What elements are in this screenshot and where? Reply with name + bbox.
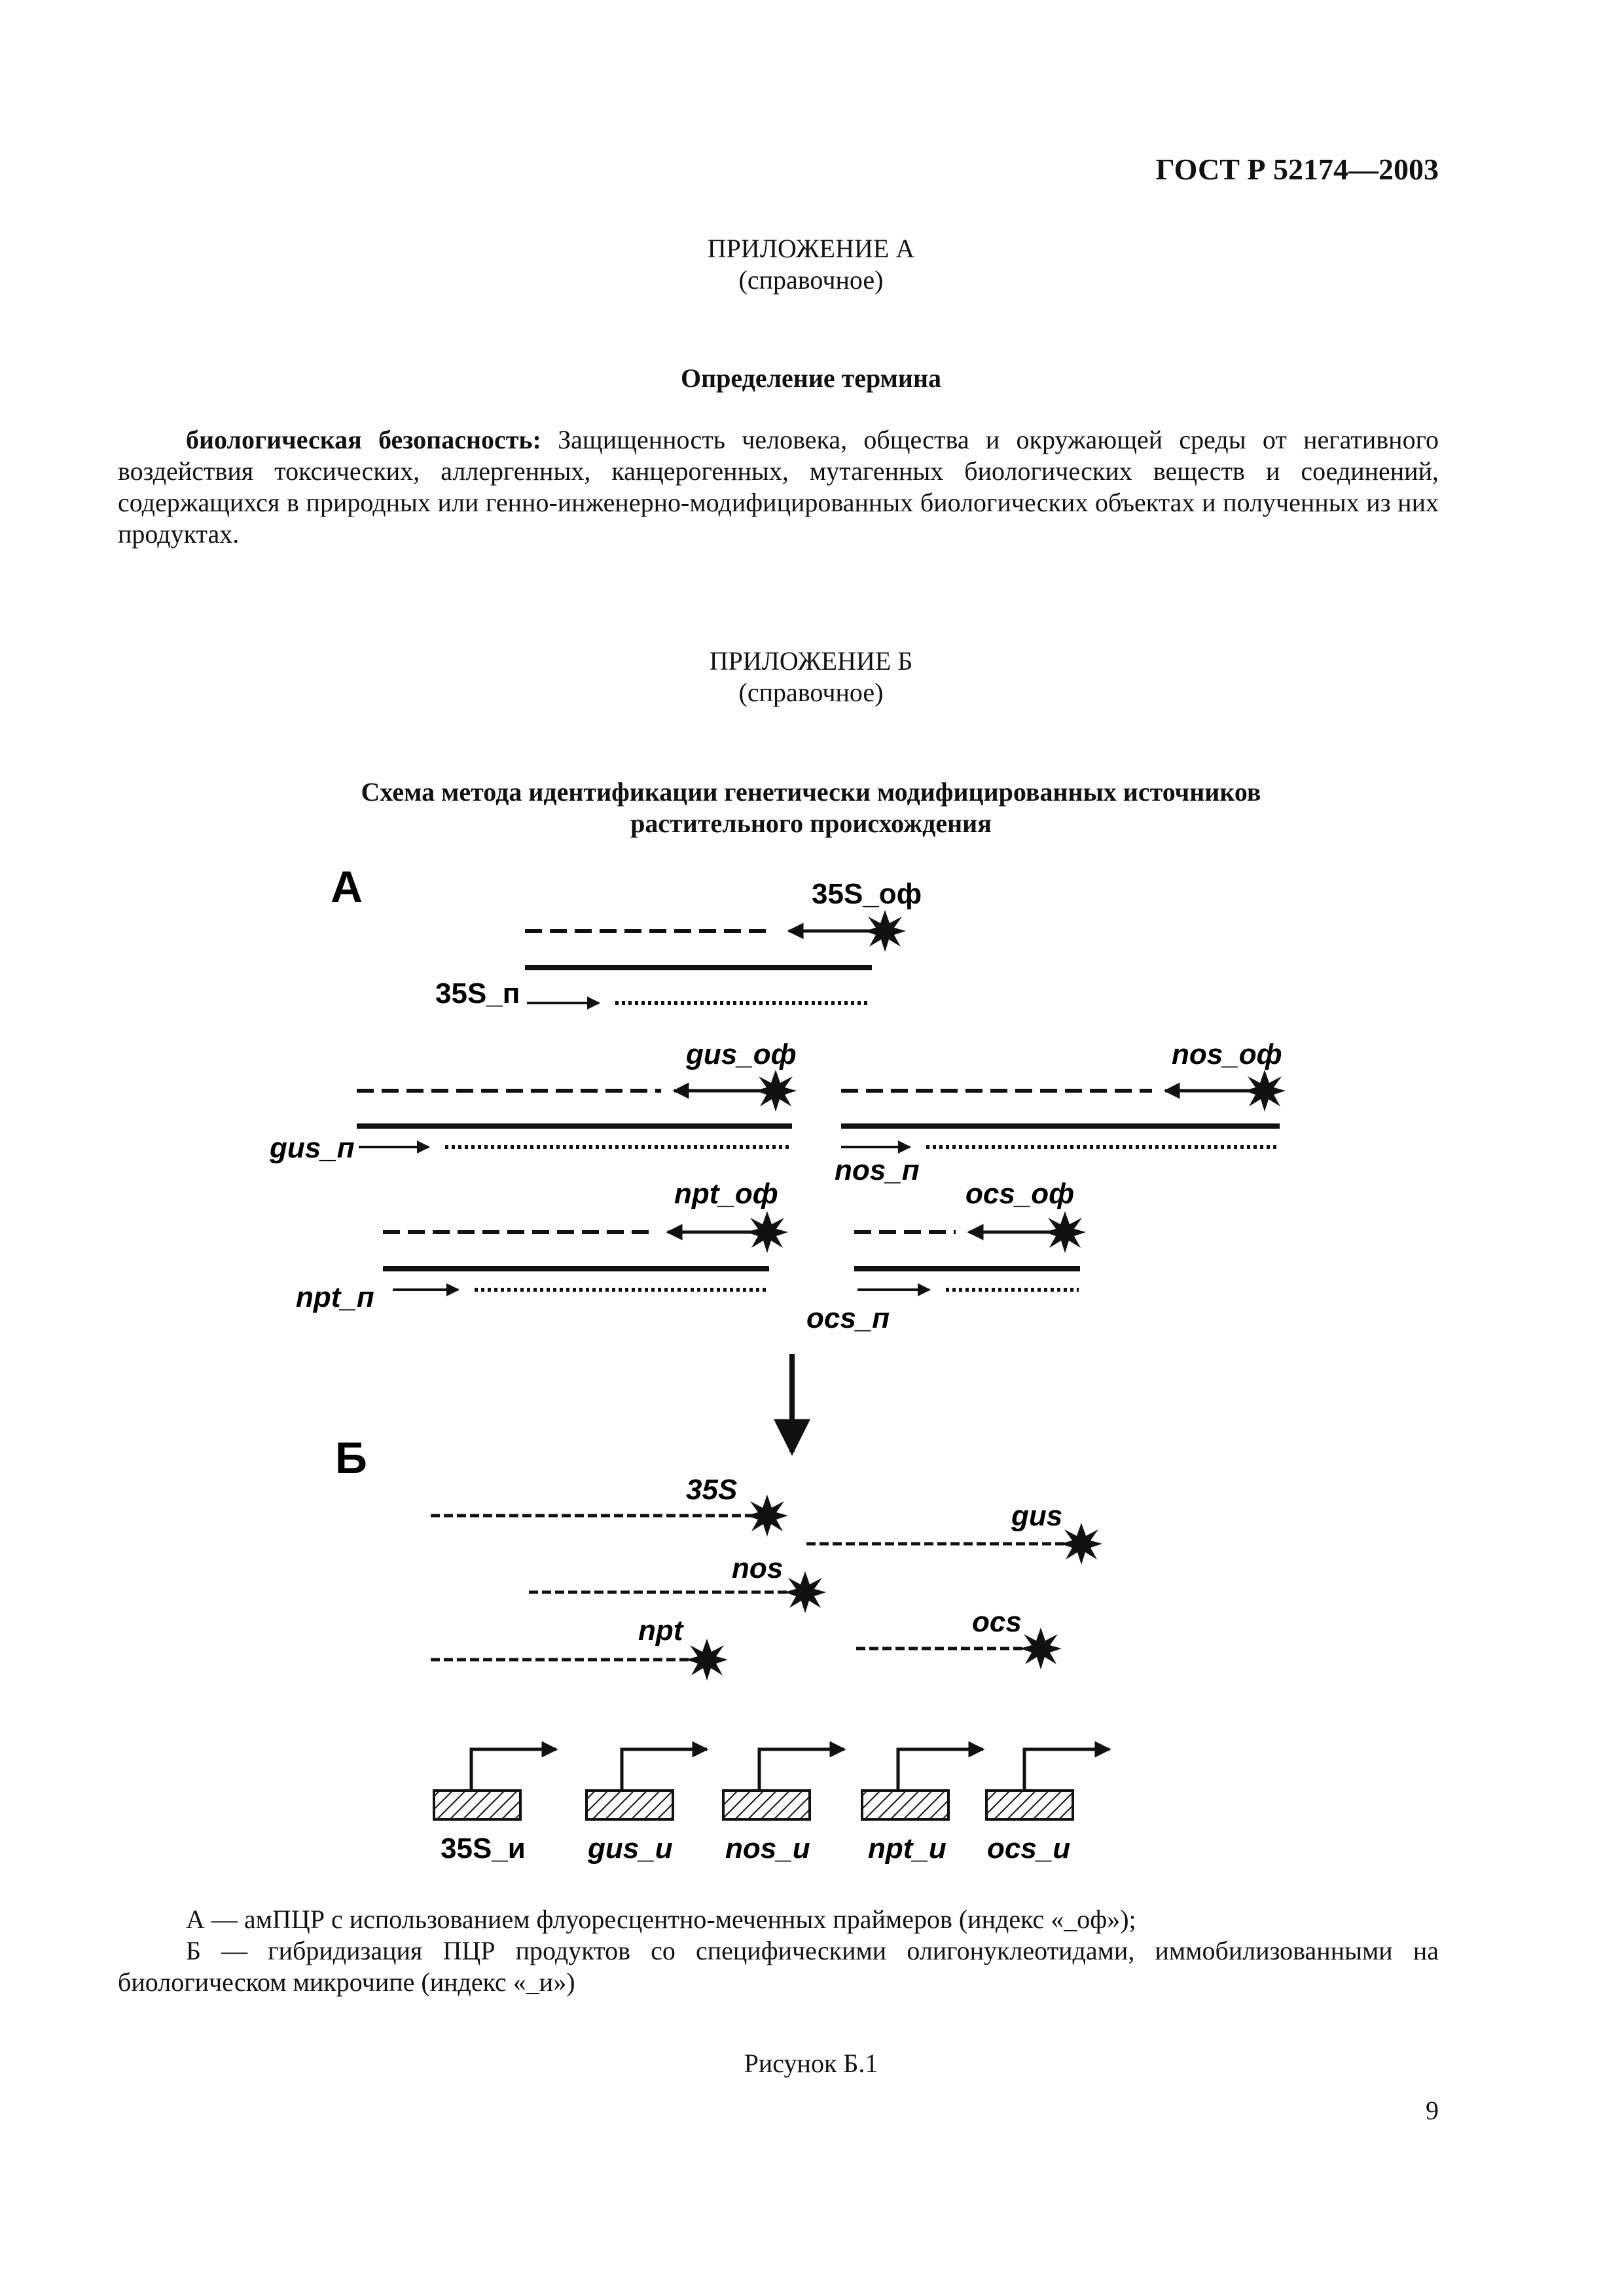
standard-number: ГОСТ Р 52174—2003 bbox=[1155, 153, 1439, 186]
annex-a-heading: Определение термина bbox=[680, 363, 942, 393]
chip-label: nos_и bbox=[725, 1832, 810, 1865]
amplicon-npt-label: npt bbox=[638, 1614, 683, 1647]
s35-of-label: 35S_оф bbox=[812, 878, 922, 910]
fluorescent-label-icon bbox=[1244, 1070, 1286, 1112]
amplicon-35s bbox=[431, 1474, 788, 1537]
fluorescent-label-icon bbox=[864, 910, 906, 952]
npt-p-label: npt_п bbox=[296, 1281, 374, 1313]
term: биологическая безопасность: bbox=[186, 425, 541, 454]
fluorescent-label-icon bbox=[755, 1070, 797, 1112]
s35-primer-block bbox=[435, 878, 922, 1010]
annex-b-note: (справочное) bbox=[738, 678, 884, 707]
annex-a-title: ПРИЛОЖЕНИЕ А bbox=[707, 234, 915, 263]
chip-label: ocs_и bbox=[987, 1832, 1071, 1865]
fluorescent-label-icon bbox=[686, 1639, 728, 1681]
page-number: 9 bbox=[1426, 2096, 1439, 2125]
section-b-letter: Б bbox=[335, 1433, 367, 1483]
npt-of-label: npt_оф bbox=[674, 1178, 778, 1210]
amplicon-gus bbox=[806, 1500, 1102, 1565]
chip-label: gus_и bbox=[588, 1832, 673, 1865]
fluorescent-label-icon bbox=[746, 1211, 788, 1253]
ocs-of-label: ocs_оф bbox=[965, 1178, 1075, 1210]
annex-b-heading-line1: Схема метода идентификации генетически модифицированных источников bbox=[361, 777, 1261, 807]
chip-probe-gus bbox=[586, 1749, 707, 1865]
fluorescent-label-icon bbox=[1020, 1628, 1062, 1669]
fluorescent-label-icon bbox=[784, 1571, 826, 1613]
gus-of-label: gus_оф bbox=[686, 1038, 797, 1070]
amplicon-npt bbox=[431, 1614, 728, 1681]
fluorescent-label-icon bbox=[1060, 1523, 1102, 1565]
amplicon-ocs bbox=[856, 1606, 1062, 1669]
chip-probe-ocs bbox=[986, 1749, 1109, 1865]
nos-of-label: nos_оф bbox=[1172, 1038, 1282, 1070]
ocs-p-label: ocs_п bbox=[806, 1302, 890, 1334]
gus-primer-block bbox=[269, 1038, 797, 1164]
npt-primer-block bbox=[296, 1178, 788, 1313]
legend-a: А — амПЦР с использованием флуоресцентно-меченных праймеров (индекс «_оф»); bbox=[186, 1904, 1136, 1934]
nos-p-label: nos_п bbox=[835, 1154, 920, 1186]
chip-label: npt_и bbox=[868, 1832, 946, 1865]
definition-text: Защищенность человека, общества и окружающей среды от негативного воздействия токсических, аллергенных, канцерогенных, мутагенных биологических веществ и соединений, содержащихся в природных или генно-инженерно-модифицированных биологических объектах и полученных из них продуктах. bbox=[118, 425, 1439, 549]
amplicon-nos-label: nos bbox=[732, 1552, 784, 1584]
chip-probe-npt bbox=[862, 1749, 983, 1865]
chip-label: 35S_и bbox=[441, 1832, 526, 1865]
amplicon-nos bbox=[529, 1552, 826, 1613]
amplicon-ocs-label: ocs bbox=[972, 1606, 1022, 1638]
nos-primer-block bbox=[835, 1038, 1286, 1186]
section-a-letter: А bbox=[331, 862, 363, 912]
fluorescent-label-icon bbox=[1044, 1211, 1086, 1253]
annex-b-title: ПРИЛОЖЕНИЕ Б bbox=[709, 646, 913, 676]
figure-caption: Рисунок Б.1 bbox=[744, 2049, 878, 2078]
annex-a-note: (справочное) bbox=[738, 265, 884, 295]
ocs-primer-block bbox=[806, 1178, 1086, 1334]
chip-probe-35s bbox=[434, 1749, 556, 1865]
s35-p-label: 35S_п bbox=[435, 977, 520, 1010]
gus-p-label: gus_п bbox=[270, 1132, 355, 1164]
amplicon-35s-label: 35S bbox=[686, 1474, 738, 1506]
annex-b-heading-line2: растительного происхождения bbox=[630, 809, 992, 838]
fluorescent-label-icon bbox=[746, 1495, 788, 1537]
chip-probe-nos bbox=[723, 1749, 844, 1865]
legend-b: Б — гибридизация ПЦР продуктов со специфическими олигонуклеотидами, иммобилизованными на биологическом микрочипе (индекс «_и») bbox=[118, 1936, 1439, 1997]
amplicon-gus-label: gus bbox=[1011, 1500, 1063, 1532]
